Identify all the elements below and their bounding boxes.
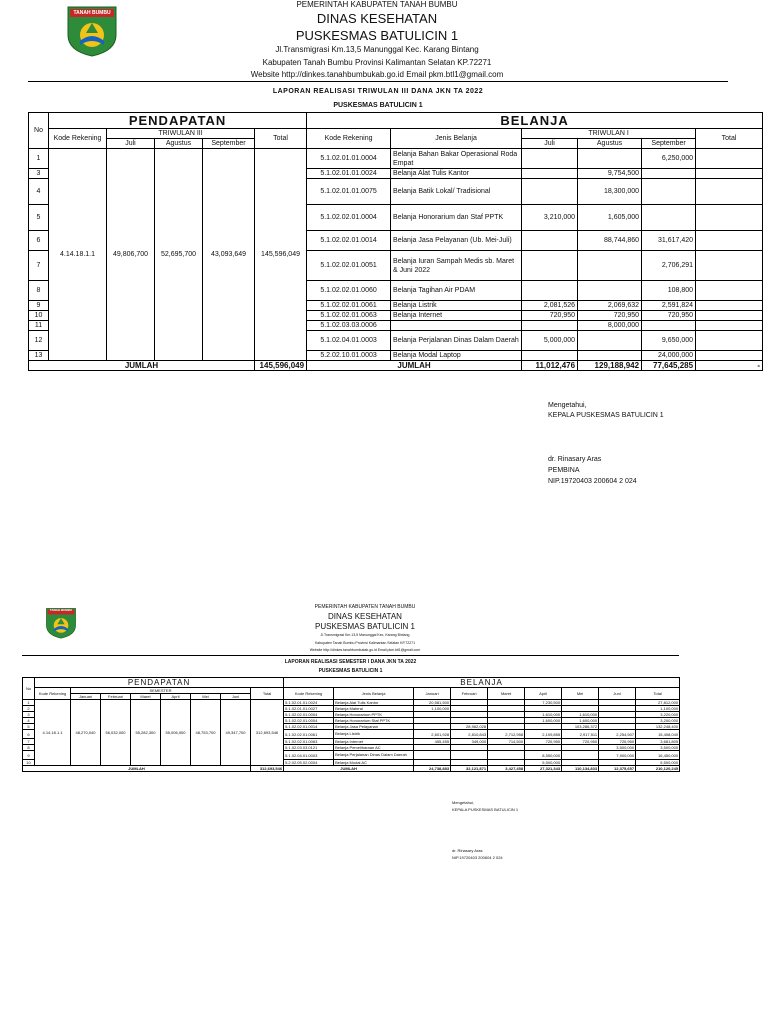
- belanja2-kode: 5.1.02.02.01.0014: [284, 724, 334, 730]
- row-no: 13: [29, 351, 49, 361]
- belanja-total: [696, 169, 763, 179]
- belanja2-kode: 5.2.02.05.02.0004: [284, 760, 334, 766]
- row-no: 1: [29, 149, 49, 169]
- belanja-kode: 5.1.02.02.01.0004: [307, 205, 391, 231]
- sign2-name: dr. Rinasary Aras: [452, 848, 483, 853]
- belanja-juli: [522, 351, 578, 361]
- belanja2-kode: 5.1.02.01.01.0027: [284, 706, 334, 712]
- row-no: 3: [29, 169, 49, 179]
- belanja2-jenis: Belanja Alat Tulis Kantor: [334, 700, 414, 706]
- pendapatan2-apr: 55,006,900: [161, 700, 191, 766]
- belanja2-total: 15,408,040: [636, 730, 680, 739]
- belanja-september: 2,706,291: [642, 251, 696, 281]
- belanja-jenis: Belanja Internet: [391, 311, 522, 321]
- col-september-p: September: [203, 139, 255, 149]
- belanja-juli: [522, 149, 578, 169]
- sign-title: KEPALA PUSKESMAS BATULICIN 1: [548, 412, 664, 419]
- sign2-nip: NIP.19720403 200604 2 024: [452, 855, 503, 860]
- header2-govt: PEMERINTAH KABUPATEN TANAH BUMBU: [314, 604, 416, 610]
- col-juli-p: Juli: [107, 139, 155, 149]
- belanja-jenis: Belanja Perjalanan Dinas Dalam Daerah: [391, 331, 522, 351]
- t2-jumlah-jan: 24,738,883: [414, 766, 451, 772]
- col-kode-b: Kode Rekening: [307, 129, 391, 149]
- belanja-agustus: [578, 281, 642, 301]
- row-no: 6: [23, 730, 35, 739]
- t2-jumlah-label-p: JUMLAH: [23, 766, 251, 772]
- jumlah-label-b: JUMLAH: [307, 361, 522, 371]
- belanja2-total: 16,450,000: [636, 751, 680, 760]
- col-september-b: September: [642, 139, 696, 149]
- belanja2-total: 3,220,000: [636, 712, 680, 718]
- belanja2-jan: 2,601,928: [414, 730, 451, 739]
- belanja-september: [642, 179, 696, 205]
- belanja2-mei: 1,600,000: [562, 718, 599, 724]
- belanja2-feb: [451, 751, 488, 760]
- sign-ack: Mengetahui,: [548, 402, 587, 409]
- row-no: 10: [23, 760, 35, 766]
- belanja2-apr: 5,500,000: [525, 760, 562, 766]
- belanja2-apr: 2,109,855: [525, 730, 562, 739]
- belanja-jenis: Belanja Alat Tulis Kantor: [391, 169, 522, 179]
- belanja-september: 2,591,824: [642, 301, 696, 311]
- row-no: 5: [23, 724, 35, 730]
- report-table-1: [28, 112, 763, 371]
- belanja-jenis: Belanja Batik Lokal/ Tradisional: [391, 179, 522, 205]
- belanja2-jun: 2,254,507: [599, 730, 636, 739]
- sign-name: dr. Rinasary Aras: [548, 456, 602, 463]
- header2-contact: Website http://dinkes.tanahbumbukab.go.id Email pkm.btl1@gmail.com: [309, 648, 421, 652]
- row-no: 9: [29, 301, 49, 311]
- col-jenis: Jenis Belanja: [391, 129, 522, 149]
- t2-jumlah-feb: 32,121,871: [451, 766, 488, 772]
- belanja2-kode: 5.1.02.01.01.0024: [284, 700, 334, 706]
- t2-jumlah-pendapatan: 312,693,546: [251, 766, 284, 772]
- col-juli-b: Juli: [522, 139, 578, 149]
- row-no: 10: [29, 311, 49, 321]
- belanja-agustus: 88,744,860: [578, 231, 642, 251]
- belanja2-mar: 2,712,958: [488, 730, 525, 739]
- belanja-juli: 2,081,526: [522, 301, 578, 311]
- pendapatan-agustus: 52,695,700: [155, 149, 203, 361]
- row-no: 12: [29, 331, 49, 351]
- belanja-juli: [522, 169, 578, 179]
- header2-region: Kabupaten Tanah Bumbu Provinsi Kalimantan Selatan KP.72271: [314, 641, 416, 645]
- belanja-juli: [522, 251, 578, 281]
- report2-title: LAPORAN REALISASI SEMESTER I DANA JKN TA 2022: [284, 659, 417, 665]
- header2-puskesmas: PUSKESMAS BATULICIN 1: [315, 622, 415, 631]
- belanja2-kode: 5.1.02.02.01.0004: [284, 712, 334, 718]
- col-triwulan-p: TRIWULAN III: [107, 129, 255, 139]
- belanja-total: [696, 205, 763, 231]
- belanja2-mei: 1,610,000: [562, 712, 599, 718]
- jumlah-juli: 11,012,476: [522, 361, 578, 371]
- t2-jumlah-label-b: JUMLAH: [284, 766, 414, 772]
- belanja2-mei: 2,917,511: [562, 730, 599, 739]
- row-no: 9: [23, 751, 35, 760]
- belanja-agustus: 18,300,000: [578, 179, 642, 205]
- pendapatan-september: 43,093,649: [203, 149, 255, 361]
- belanja2-mei: 720,950: [562, 739, 599, 745]
- report-title: LAPORAN REALISASI TRIWULAN III DANA JKN TA 2022: [272, 88, 484, 95]
- row-no: 8: [29, 281, 49, 301]
- belanja-kode: 5.1.02.03.03.0006: [307, 321, 391, 331]
- belanja-juli: 3,210,000: [522, 205, 578, 231]
- belanja-jenis: Belanja Jasa Pelayanan (Ub. Mei-Juli): [391, 231, 522, 251]
- t2-col-mei-p: Mei: [191, 694, 221, 700]
- t2-col-mei-b: Mei: [562, 688, 599, 700]
- belanja2-jan: 455,455: [414, 739, 451, 745]
- pendapatan2-jun: 49,347,700: [221, 700, 251, 766]
- belanja-kode: 5.1.02.02.01.0061: [307, 301, 391, 311]
- belanja-jenis: Belanja Honorarium dan Staf PPTK: [391, 205, 522, 231]
- header-region: Kabupaten Tanah Bumbu Provinsi Kalimantan Selatan KP.72271: [262, 58, 492, 67]
- belanja-total: [696, 179, 763, 205]
- belanja-heading: BELANJA: [307, 113, 763, 129]
- t2-jumlah-apr: 27,321,343: [525, 766, 562, 772]
- jumlah-total: -: [696, 361, 763, 371]
- pendapatan2-total: 312,693,546: [251, 700, 284, 766]
- row-no: 6: [29, 231, 49, 251]
- header-puskesmas: PUSKESMAS BATULICIN 1: [295, 28, 459, 43]
- pendapatan2-mei: 48,753,700: [191, 700, 221, 766]
- t2-jumlah-mar: 3,427,458: [488, 766, 525, 772]
- pendapatan2-heading: PENDAPATAN: [35, 678, 284, 688]
- belanja2-jenis: Belanja Modal AC: [334, 760, 414, 766]
- row-no: 5: [29, 205, 49, 231]
- t2-col-apr-p: April: [161, 694, 191, 700]
- pendapatan2-jan: 48,270,040: [71, 700, 101, 766]
- belanja2-feb: 28,962,028: [451, 724, 488, 730]
- header2-address: Jl.Transmigrasi Km.13,5 Manunggal Kec. Karang Bintang: [320, 633, 410, 637]
- belanja-total: [696, 301, 763, 311]
- jumlah-label-p: JUMLAH: [29, 361, 255, 371]
- col-total-p: Total: [255, 129, 307, 149]
- belanja-juli: [522, 231, 578, 251]
- belanja2-jenis: Belanja Jasa Pelayanan: [334, 724, 414, 730]
- row-no: 7: [23, 739, 35, 745]
- col-no: No: [29, 113, 49, 149]
- t2-col-jan-b: Januari: [414, 688, 451, 700]
- sign2-title: KEPALA PUSKESMAS BATULICIN 1: [452, 807, 519, 812]
- belanja-kode: 5.1.02.02.01.0063: [307, 311, 391, 321]
- jumlah-september: 77,645,285: [642, 361, 696, 371]
- belanja-jenis: Belanja Modal Laptop: [391, 351, 522, 361]
- belanja-total: [696, 231, 763, 251]
- belanja-total: [696, 149, 763, 169]
- table-row: [29, 149, 763, 169]
- belanja-september: 6,250,000: [642, 149, 696, 169]
- t2-col-feb-p: Februari: [101, 694, 131, 700]
- header-dinas: DINAS KESEHATAN: [316, 11, 438, 26]
- belanja-september: [642, 205, 696, 231]
- pendapatan2-mar: 55,282,300: [131, 700, 161, 766]
- belanja2-jenis: Belanja Honorarium Staf PPTK: [334, 718, 414, 724]
- belanja-agustus: 8,000,000: [578, 321, 642, 331]
- belanja-agustus: [578, 331, 642, 351]
- belanja2-total: 1,100,000: [636, 706, 680, 712]
- tanah-bumbu-logo-small: [44, 606, 78, 640]
- belanja-kode: 5.2.02.10.01.0003: [307, 351, 391, 361]
- header-address: Jl.Transmigrasi Km.13,5 Manunggal Kec. Karang Bintang: [275, 45, 479, 54]
- belanja2-kode: 5.1.02.02.01.0063: [284, 739, 334, 745]
- t2-col-jan-p: Januari: [71, 694, 101, 700]
- belanja2-apr: 1,600,000: [525, 718, 562, 724]
- belanja-jenis: Belanja Listrik: [391, 301, 522, 311]
- logo-text-small: TANAH BUMBU: [49, 608, 73, 612]
- t2-col-jun-b: Juni: [599, 688, 636, 700]
- belanja-kode: 5.1.02.02.01.0060: [307, 281, 391, 301]
- row-no: 8: [23, 745, 35, 751]
- belanja2-mar: [488, 751, 525, 760]
- row-no: 1: [23, 700, 35, 706]
- report-subtitle: PUSKESMAS BATULICIN 1: [333, 102, 423, 109]
- pendapatan-heading: PENDAPATAN: [49, 113, 307, 129]
- belanja-agustus: 2,069,632: [578, 301, 642, 311]
- belanja2-kode: 5.1.02.02.01.0004: [284, 718, 334, 724]
- belanja-juli: 720,950: [522, 311, 578, 321]
- row-no: 11: [29, 321, 49, 331]
- belanja2-jan: 20,581,500: [414, 700, 451, 706]
- tanah-bumbu-logo: [64, 5, 120, 57]
- belanja-september: 24,000,000: [642, 351, 696, 361]
- row-no: 7: [29, 251, 49, 281]
- belanja-agustus: [578, 351, 642, 361]
- belanja-juli: [522, 179, 578, 205]
- belanja2-kode: 5.1.02.02.01.0061: [284, 730, 334, 739]
- row-no: 2: [23, 706, 35, 712]
- belanja-september: 108,800: [642, 281, 696, 301]
- t2-col-total-b: Total: [636, 688, 680, 700]
- belanja2-total: 3,200,000: [636, 718, 680, 724]
- belanja2-feb: 2,810,843: [451, 730, 488, 739]
- belanja-jenis: [391, 321, 522, 331]
- row-no: 4: [23, 718, 35, 724]
- row-no: 4: [29, 179, 49, 205]
- belanja2-jan: 1,100,000: [414, 706, 451, 712]
- t2-col-feb-b: Februari: [451, 688, 488, 700]
- t2-col-no: No: [23, 678, 35, 700]
- belanja2-mar: 714,500: [488, 739, 525, 745]
- belanja-total: [696, 331, 763, 351]
- belanja2-kode: 5.1.02.04.01.0003: [284, 751, 334, 760]
- belanja2-apr: 7,230,500: [525, 700, 562, 706]
- belanja2-apr: 8,550,000: [525, 751, 562, 760]
- sign2-ack: Mengetahui,: [452, 800, 475, 805]
- belanja2-jenis: Belanja Listrik: [334, 730, 414, 739]
- belanja2-total: 27,812,000: [636, 700, 680, 706]
- belanja2-total: 132,248,400: [636, 724, 680, 730]
- belanja2-jenis: Belanja Internet: [334, 739, 414, 745]
- belanja2-jenis: Belanja Perjalanan Dinas Dalam Daerah: [334, 751, 414, 760]
- t2-col-mar-p: Maret: [131, 694, 161, 700]
- belanja-kode: 5.1.02.01.01.0004: [307, 149, 391, 169]
- belanja-agustus: 9,754,500: [578, 169, 642, 179]
- t2-col-jenis: Jenis Belanja: [334, 688, 414, 700]
- t2-col-apr-b: April: [525, 688, 562, 700]
- t2-col-total-p: Total: [251, 688, 284, 700]
- col-agustus-b: Agustus: [578, 139, 642, 149]
- belanja-jenis: Belanja Bahan Bakar Operasional Roda Empat: [391, 149, 522, 169]
- belanja-kode: 5.1.02.04.01.0003: [307, 331, 391, 351]
- report-table-2: [22, 677, 680, 772]
- header2-divider: [22, 655, 679, 656]
- jumlah-agustus: 129,188,942: [578, 361, 642, 371]
- belanja2-jun: 3,500,000: [599, 745, 636, 751]
- belanja2-mei: 103,286,372: [562, 724, 599, 730]
- belanja-kode: 5.1.02.01.01.0075: [307, 179, 391, 205]
- col-triwulan-b: TRIWULAN I: [522, 129, 696, 139]
- belanja2-kode: 5.1.02.03.03.0121: [284, 745, 334, 751]
- pendapatan-kode: 4.14.18.1.1: [49, 149, 107, 361]
- t2-col-mar-b: Maret: [488, 688, 525, 700]
- belanja2-feb: 349,000: [451, 739, 488, 745]
- belanja-agustus: [578, 251, 642, 281]
- belanja2-apr: 1,610,000: [525, 712, 562, 718]
- belanja-juli: [522, 321, 578, 331]
- belanja2-jun: 720,950: [599, 739, 636, 745]
- belanja-total: [696, 311, 763, 321]
- header-divider: [28, 81, 728, 82]
- belanja-total: [696, 251, 763, 281]
- belanja-total: [696, 281, 763, 301]
- belanja-september: 9,650,000: [642, 331, 696, 351]
- belanja-september: 31,617,420: [642, 231, 696, 251]
- belanja2-heading: BELANJA: [284, 678, 680, 688]
- header2-dinas: DINAS KESEHATAN: [328, 612, 402, 621]
- belanja-jenis: Belanja Tagihan Air PDAM: [391, 281, 522, 301]
- sign-rank: PEMBINA: [548, 467, 580, 474]
- jumlah-pendapatan: 145,596,049: [255, 361, 307, 371]
- t2-col-kode-p: Kode Rekening: [35, 688, 71, 700]
- logo-text: TANAH BUMBU: [73, 10, 111, 16]
- header-contact: Website http://dinkes.tanahbumbukab.go.id Email pkm.btl1@gmail.com: [250, 70, 504, 79]
- belanja2-jenis: Belanja Materai: [334, 706, 414, 712]
- col-agustus-p: Agustus: [155, 139, 203, 149]
- belanja-september: [642, 169, 696, 179]
- belanja-agustus: [578, 149, 642, 169]
- col-kode-p: Kode Rekening: [49, 129, 107, 149]
- belanja-juli: 5,000,000: [522, 331, 578, 351]
- belanja2-jenis: Belanja Honorarium PPTK: [334, 712, 414, 718]
- belanja-total: [696, 351, 763, 361]
- sign-nip: NIP.19720403 200604 2 024: [548, 478, 637, 485]
- t2-col-jun-p: Juni: [221, 694, 251, 700]
- belanja2-jan: [414, 751, 451, 760]
- t2-jumlah-mei: 110,134,833: [562, 766, 599, 772]
- report2-subtitle: PUSKESMAS BATULICIN 1: [318, 668, 383, 674]
- pendapatan2-feb: 56,032,000: [101, 700, 131, 766]
- belanja-juli: [522, 281, 578, 301]
- belanja-september: 720,950: [642, 311, 696, 321]
- belanja2-apr: 720,950: [525, 739, 562, 745]
- belanja2-total: 3,500,000: [636, 745, 680, 751]
- belanja-jenis: Belanja Iuran Sampah Medis sb. Maret & Juni 2022: [391, 251, 522, 281]
- belanja-kode: 5.1.02.02.01.0051: [307, 251, 391, 281]
- pendapatan-total: 145,596,049: [255, 149, 307, 361]
- belanja2-total: 3,681,805: [636, 739, 680, 745]
- belanja2-mei: [562, 751, 599, 760]
- t2-jumlah-jun: 12,375,657: [599, 766, 636, 772]
- pendapatan-juli: 49,806,700: [107, 149, 155, 361]
- pendapatan2-kode: 4.14.18.1.1: [35, 700, 71, 766]
- row-no: 3: [23, 712, 35, 718]
- belanja-agustus: 1,605,000: [578, 205, 642, 231]
- belanja-kode: 5.1.02.02.01.0014: [307, 231, 391, 251]
- belanja-september: [642, 321, 696, 331]
- header-govt: PEMERINTAH KABUPATEN TANAH BUMBU: [296, 0, 458, 9]
- t2-jumlah-total: 210,120,245: [636, 766, 680, 772]
- belanja2-jenis: Belanja Pemeliharaan AC: [334, 745, 414, 751]
- belanja-agustus: 720,950: [578, 311, 642, 321]
- belanja2-total: 5,500,000: [636, 760, 680, 766]
- col-total-b: Total: [696, 129, 763, 149]
- belanja-total: [696, 321, 763, 331]
- t2-col-kode-b: Kode Rekening: [284, 688, 334, 700]
- t2-col-semester: SEMESTER: [71, 688, 251, 694]
- belanja-kode: 5.1.02.01.01.0024: [307, 169, 391, 179]
- belanja2-jun: 7,900,000: [599, 751, 636, 760]
